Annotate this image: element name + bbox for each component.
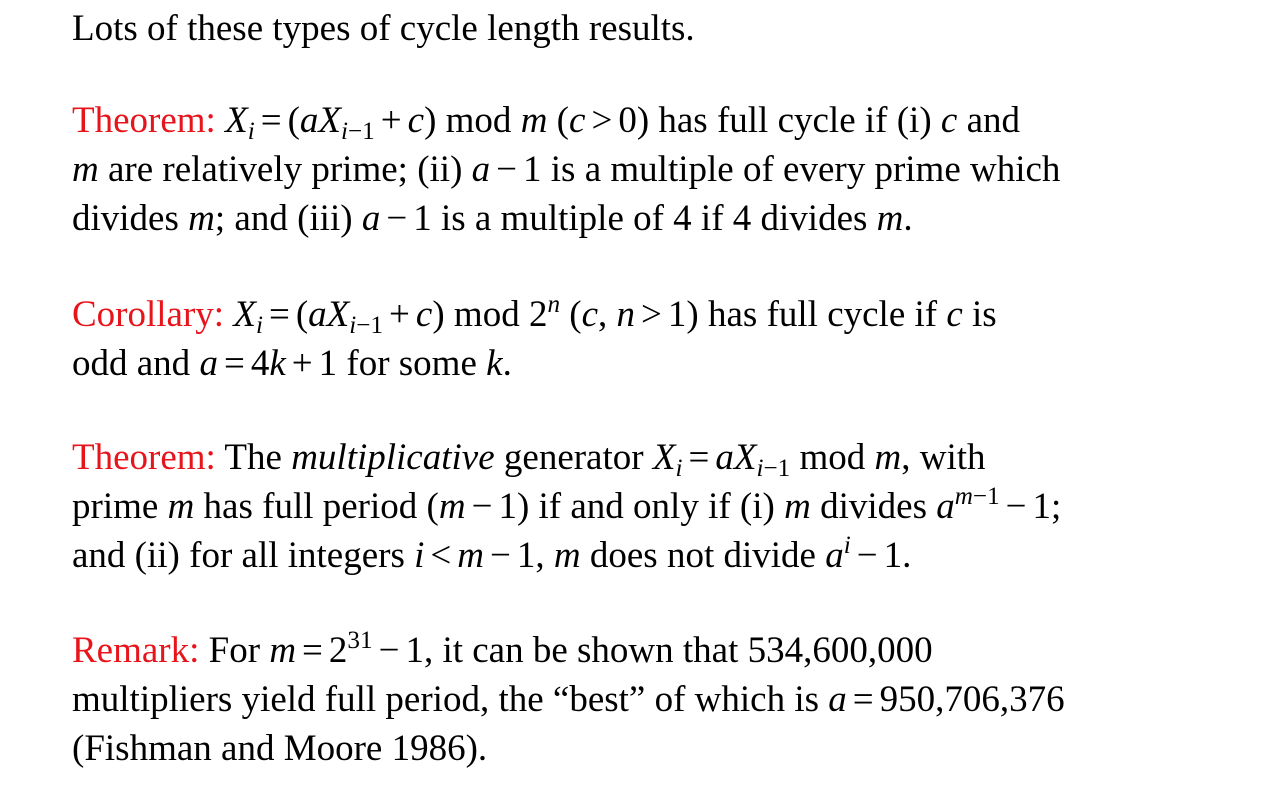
theorem-label: Theorem: (72, 437, 216, 478)
theorem-full-cycle (72, 96, 1262, 243)
remark-label: Remark: (72, 630, 200, 671)
theorem1-line2: m are relatively prime; (ii) a − 1 is a multiple of every prime which (72, 149, 1061, 190)
theorem2-line1: Theorem: The multiplicative generator $X_i = aX_{i-1}$ mod m, with (72, 437, 986, 483)
corollary-line2: odd and a = 4k + 1 for some k. (72, 343, 512, 384)
remark-paragraph (72, 626, 1262, 773)
corollary-label: Corollary: (72, 294, 225, 335)
remark-line2: multipliers yield full period, the “best” of which is a = 950,706,376 (72, 679, 1065, 720)
theorem-label: Theorem: (72, 100, 216, 141)
theorem1-line3: divides m; and (iii) a − 1 is a multiple of 4 if 4 divides m. (72, 198, 913, 239)
corollary-paragraph (72, 290, 1262, 388)
remark-line1: Remark: For $m = 2^{31} - 1$, it can be shown that 534,600,000 (72, 627, 933, 671)
intro-text: Lots of these types of cycle length results. (72, 8, 695, 49)
theorem1-line1: Theorem: $X_i = (aX_{i-1} + c)$ mod m (c > 0) has full cycle if (i) c and (72, 100, 1021, 146)
corollary-line1: Corollary: $X_i = (aX_{i-1} + c)$ mod 2$^n$ (c, n > 1) has full cycle if c is (72, 291, 997, 340)
theorem2-line3: and (ii) for all integers i < m − 1, m does not divide $a^i - 1$. (72, 532, 912, 576)
remark-line3: (Fishman and Moore 1986). (72, 728, 488, 769)
theorem-multiplicative (72, 433, 1262, 580)
theorem2-line2: prime m has full period (m − 1) if and only if (i) m divides $a^{m-1} - 1$; (72, 483, 1062, 527)
intro-paragraph (72, 4, 1262, 53)
